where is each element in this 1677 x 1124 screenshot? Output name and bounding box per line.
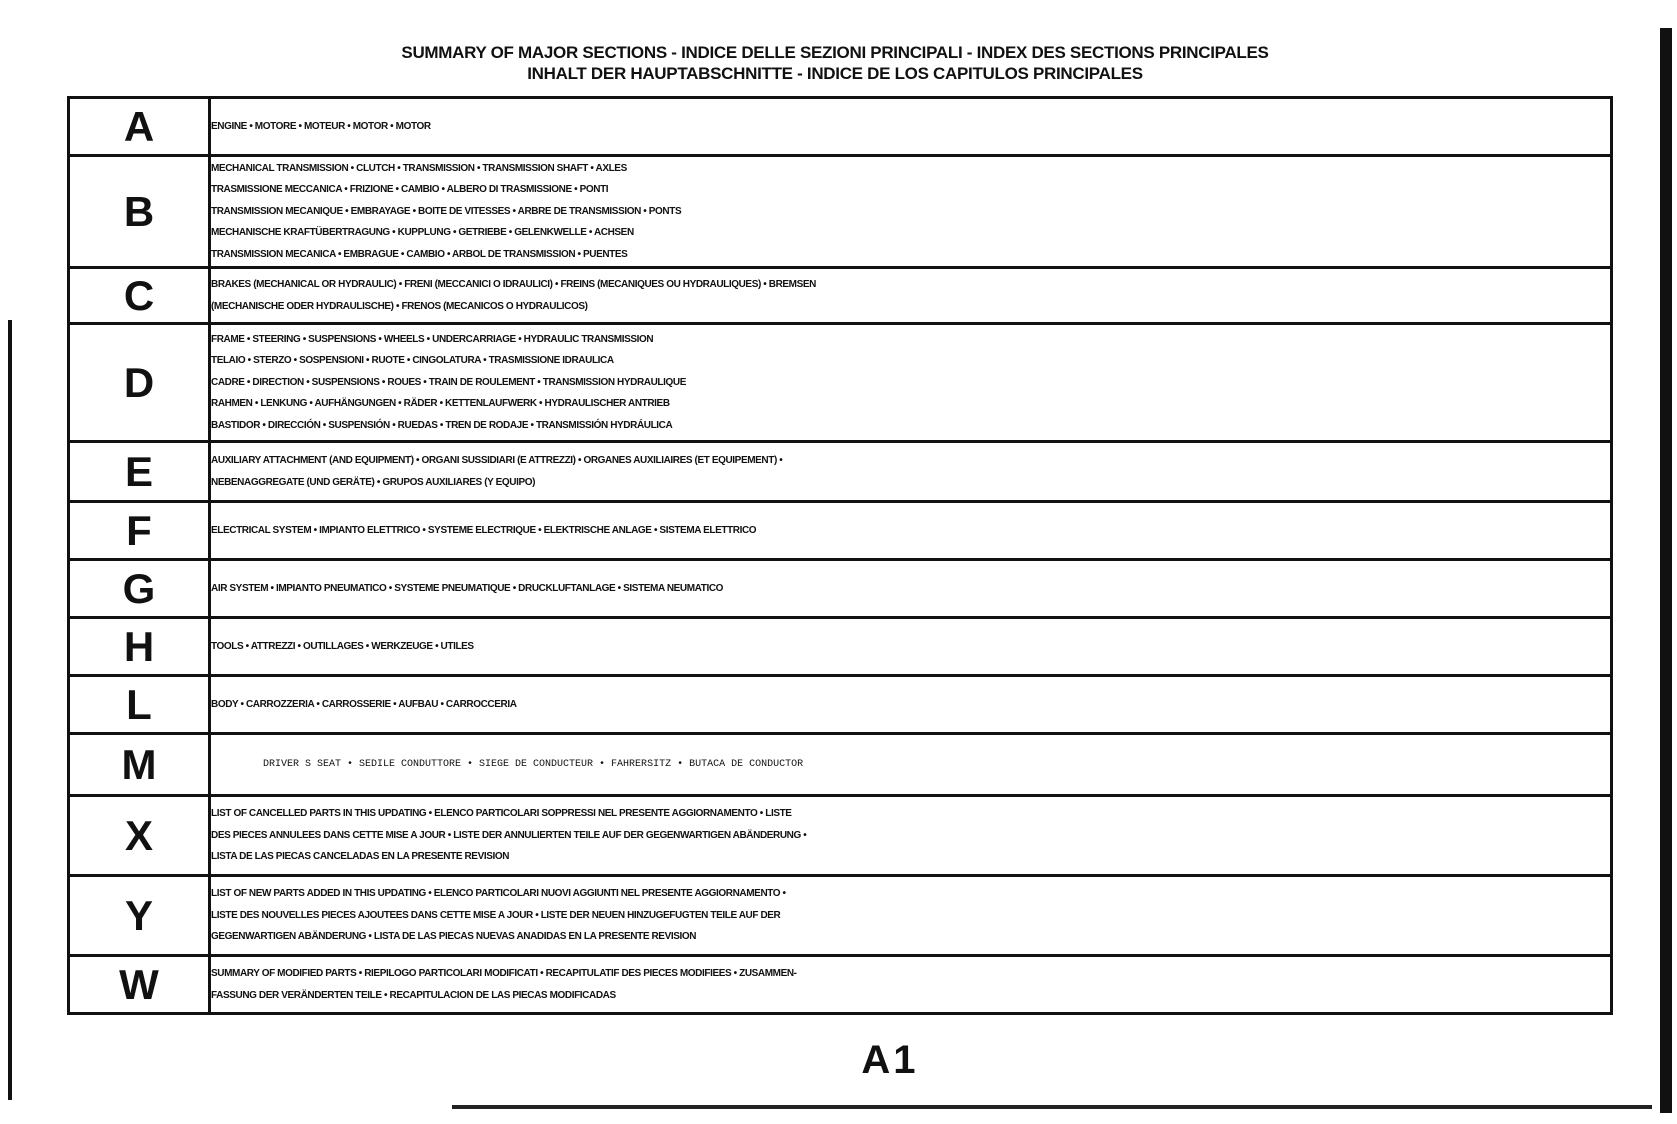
description-line: TRANSMISSION MECANIQUE • EMBRAYAGE • BOITE DE VITESSES • ARBRE DE TRANSMISSION • PONTS bbox=[211, 205, 682, 217]
description-line: TELAIO • STERZO • SOSPENSIONI • RUOTE • CINGOLATURA • TRASMISSIONE IDRAULICA bbox=[211, 355, 614, 367]
page-number: A1 bbox=[861, 1038, 919, 1082]
section-description bbox=[210, 618, 1612, 676]
section-description bbox=[210, 956, 1612, 1014]
section-row-g bbox=[69, 560, 1612, 618]
section-description bbox=[210, 156, 1612, 268]
description-line: MECHANICAL TRANSMISSION • CLUTCH • TRANSMISSION • TRANSMISSION SHAFT • AXLES bbox=[211, 162, 627, 174]
description-line: LIST OF CANCELLED PARTS IN THIS UPDATING • ELENCO PARTICOLARI SOPPRESSI NEL PRESENTE AGGIORNAMENTO • LISTE bbox=[211, 808, 792, 820]
description-line: NEBENAGGREGATE (UND GERÄTE) • GRUPOS AUXILIARES (Y EQUIPO) bbox=[211, 476, 536, 488]
header-line-2: INHALT DER HAUPTABSCHNITTE - INDICE DE LOS CAPITULOS PRINCIPALES bbox=[527, 64, 1143, 83]
section-letter: F bbox=[69, 502, 210, 560]
bottom-rule bbox=[452, 1105, 1652, 1109]
description-line: BASTIDOR • DIRECCIÓN • SUSPENSIÓN • RUEDAS • TREN DE RODAJE • TRANSMISSIÓN HYDRÁULICA bbox=[211, 419, 673, 431]
section-letter: Y bbox=[69, 876, 210, 956]
sections-table bbox=[67, 96, 1613, 1015]
section-letter: B bbox=[69, 156, 210, 268]
description-line: AUXILIARY ATTACHMENT (AND EQUIPMENT) • ORGANI SUSSIDIARI (E ATTREZZI) • ORGANES AUXILIAIRES (ET EQUIPEMENT) • bbox=[211, 455, 783, 466]
header-line-1: SUMMARY OF MAJOR SECTIONS - INDICE DELLE SEZIONI PRINCIPALI - INDEX DES SECTIONS PRINCIPALES bbox=[401, 43, 1269, 62]
section-row-x bbox=[69, 796, 1612, 876]
section-row-f bbox=[69, 502, 1612, 560]
section-description bbox=[210, 502, 1612, 560]
section-letter: D bbox=[69, 324, 210, 442]
scan-right-edge bbox=[1660, 28, 1672, 1113]
section-letter: G bbox=[69, 560, 210, 618]
description-line: TRASMISSIONE MECCANICA • FRIZIONE • CAMBIO • ALBERO DI TRASMISSIONE • PONTI bbox=[211, 184, 609, 196]
description-line: ENGINE • MOTORE • MOTEUR • MOTOR • MOTOR bbox=[211, 120, 431, 132]
section-letter: H bbox=[69, 618, 210, 676]
section-row-c bbox=[69, 268, 1612, 324]
section-row-y bbox=[69, 876, 1612, 956]
section-description bbox=[210, 560, 1612, 618]
section-description bbox=[210, 98, 1612, 156]
description-line: LISTE DES NOUVELLES PIECES AJOUTEES DANS CETTE MISE A JOUR • LISTE DER NEUEN HINZUGEFUGTEN TEILE AUF DER bbox=[211, 909, 781, 921]
description-line: BRAKES (MECHANICAL OR HYDRAULIC) • FRENI (MECCANICI O IDRAULICI) • FREINS (MECANIQUES OU HYDRAULIQUES) • BREMSEN bbox=[211, 279, 816, 290]
description-line: DRIVER S SEAT • SEDILE CONDUTTORE • SIEGE DE CONDUCTEUR • FAHRERSITZ • BUTACA DE CONDUCTOR bbox=[263, 758, 804, 770]
section-description bbox=[210, 442, 1612, 502]
description-line: FASSUNG DER VERÄNDERTEN TEILE • RECAPITULACION DE LAS PIECAS MODIFICADAS bbox=[211, 989, 616, 1001]
description-line: MECHANISCHE KRAFTÜBERTRAGUNG • KUPPLUNG • GETRIEBE • GELENKWELLE • ACHSEN bbox=[211, 227, 634, 239]
description-line: RAHMEN • LENKUNG • AUFHÄNGUNGEN • RÄDER • KETTENLAUFWERK • HYDRAULISCHER ANTRIEB bbox=[211, 398, 670, 410]
description-line: DES PIECES ANNULEES DANS CETTE MISE A JOUR • LISTE DER ANNULIERTEN TEILE AUF DER GEGENWARTIGEN ABÄNDERUNG • bbox=[211, 829, 807, 841]
description-line: LIST OF NEW PARTS ADDED IN THIS UPDATING • ELENCO PARTICOLARI NUOVI AGGIUNTI NEL PRESENTE AGGIORNAMENTO • bbox=[211, 888, 786, 900]
description-line: LISTA DE LAS PIECAS CANCELADAS EN LA PRESENTE REVISION bbox=[211, 851, 510, 863]
section-letter: W bbox=[69, 956, 210, 1014]
description-line: AIR SYSTEM • IMPIANTO PNEUMATICO • SYSTEME PNEUMATIQUE • DRUCKLUFTANLAGE • SISTEMA NEUMATICO bbox=[211, 582, 724, 594]
scan-left-edge bbox=[8, 320, 12, 1100]
section-row-w bbox=[69, 956, 1612, 1014]
section-row-m bbox=[69, 734, 1612, 796]
description-line: GEGENWARTIGEN ABÄNDERUNG • LISTA DE LAS PIECAS NUEVAS ANADIDAS EN LA PRESENTE REVISION bbox=[211, 931, 697, 943]
section-description bbox=[210, 796, 1612, 876]
section-row-h bbox=[69, 618, 1612, 676]
description-line: FRAME • STEERING • SUSPENSIONS • WHEELS • UNDERCARRIAGE • HYDRAULIC TRANSMISSION bbox=[211, 333, 654, 345]
section-row-l bbox=[69, 676, 1612, 734]
section-letter: X bbox=[69, 796, 210, 876]
section-description bbox=[210, 676, 1612, 734]
section-letter: M bbox=[69, 734, 210, 796]
section-row-a bbox=[69, 98, 1612, 156]
section-row-e bbox=[69, 442, 1612, 502]
description-line: TOOLS • ATTREZZI • OUTILLAGES • WERKZEUGE • UTILES bbox=[211, 640, 474, 652]
description-line: CADRE • DIRECTION • SUSPENSIONS • ROUES • TRAIN DE ROULEMENT • TRANSMISSION HYDRAULIQUE bbox=[211, 376, 686, 388]
description-line: TRANSMISSION MECANICA • EMBRAGUE • CAMBIO • ARBOL DE TRANSMISSION • PUENTES bbox=[211, 248, 628, 260]
description-line: ELECTRICAL SYSTEM • IMPIANTO ELETTRICO • SYSTEME ELECTRIQUE • ELEKTRISCHE ANLAGE • SISTEMA ELETTRICO bbox=[211, 524, 757, 536]
section-letter: L bbox=[69, 676, 210, 734]
section-description bbox=[210, 324, 1612, 442]
page-header bbox=[60, 42, 1610, 84]
section-description bbox=[210, 876, 1612, 956]
description-line: BODY • CARROZZERIA • CARROSSERIE • AUFBAU • CARROCCERIA bbox=[211, 698, 517, 710]
section-letter: C bbox=[69, 268, 210, 324]
description-line: SUMMARY OF MODIFIED PARTS • RIEPILOGO PARTICOLARI MODIFICATI • RECAPITULATIF DES PIECES MODIFIEES • ZUSAMMEN- bbox=[211, 968, 797, 979]
section-letter: A bbox=[69, 98, 210, 156]
section-letter: E bbox=[69, 442, 210, 502]
section-description bbox=[210, 268, 1612, 324]
section-description bbox=[210, 734, 1612, 796]
section-row-b bbox=[69, 156, 1612, 268]
description-line: (MECHANISCHE ODER HYDRAULISCHE) • FRENOS (MECANICOS O HYDRAULICOS) bbox=[211, 300, 588, 312]
section-row-d bbox=[69, 324, 1612, 442]
